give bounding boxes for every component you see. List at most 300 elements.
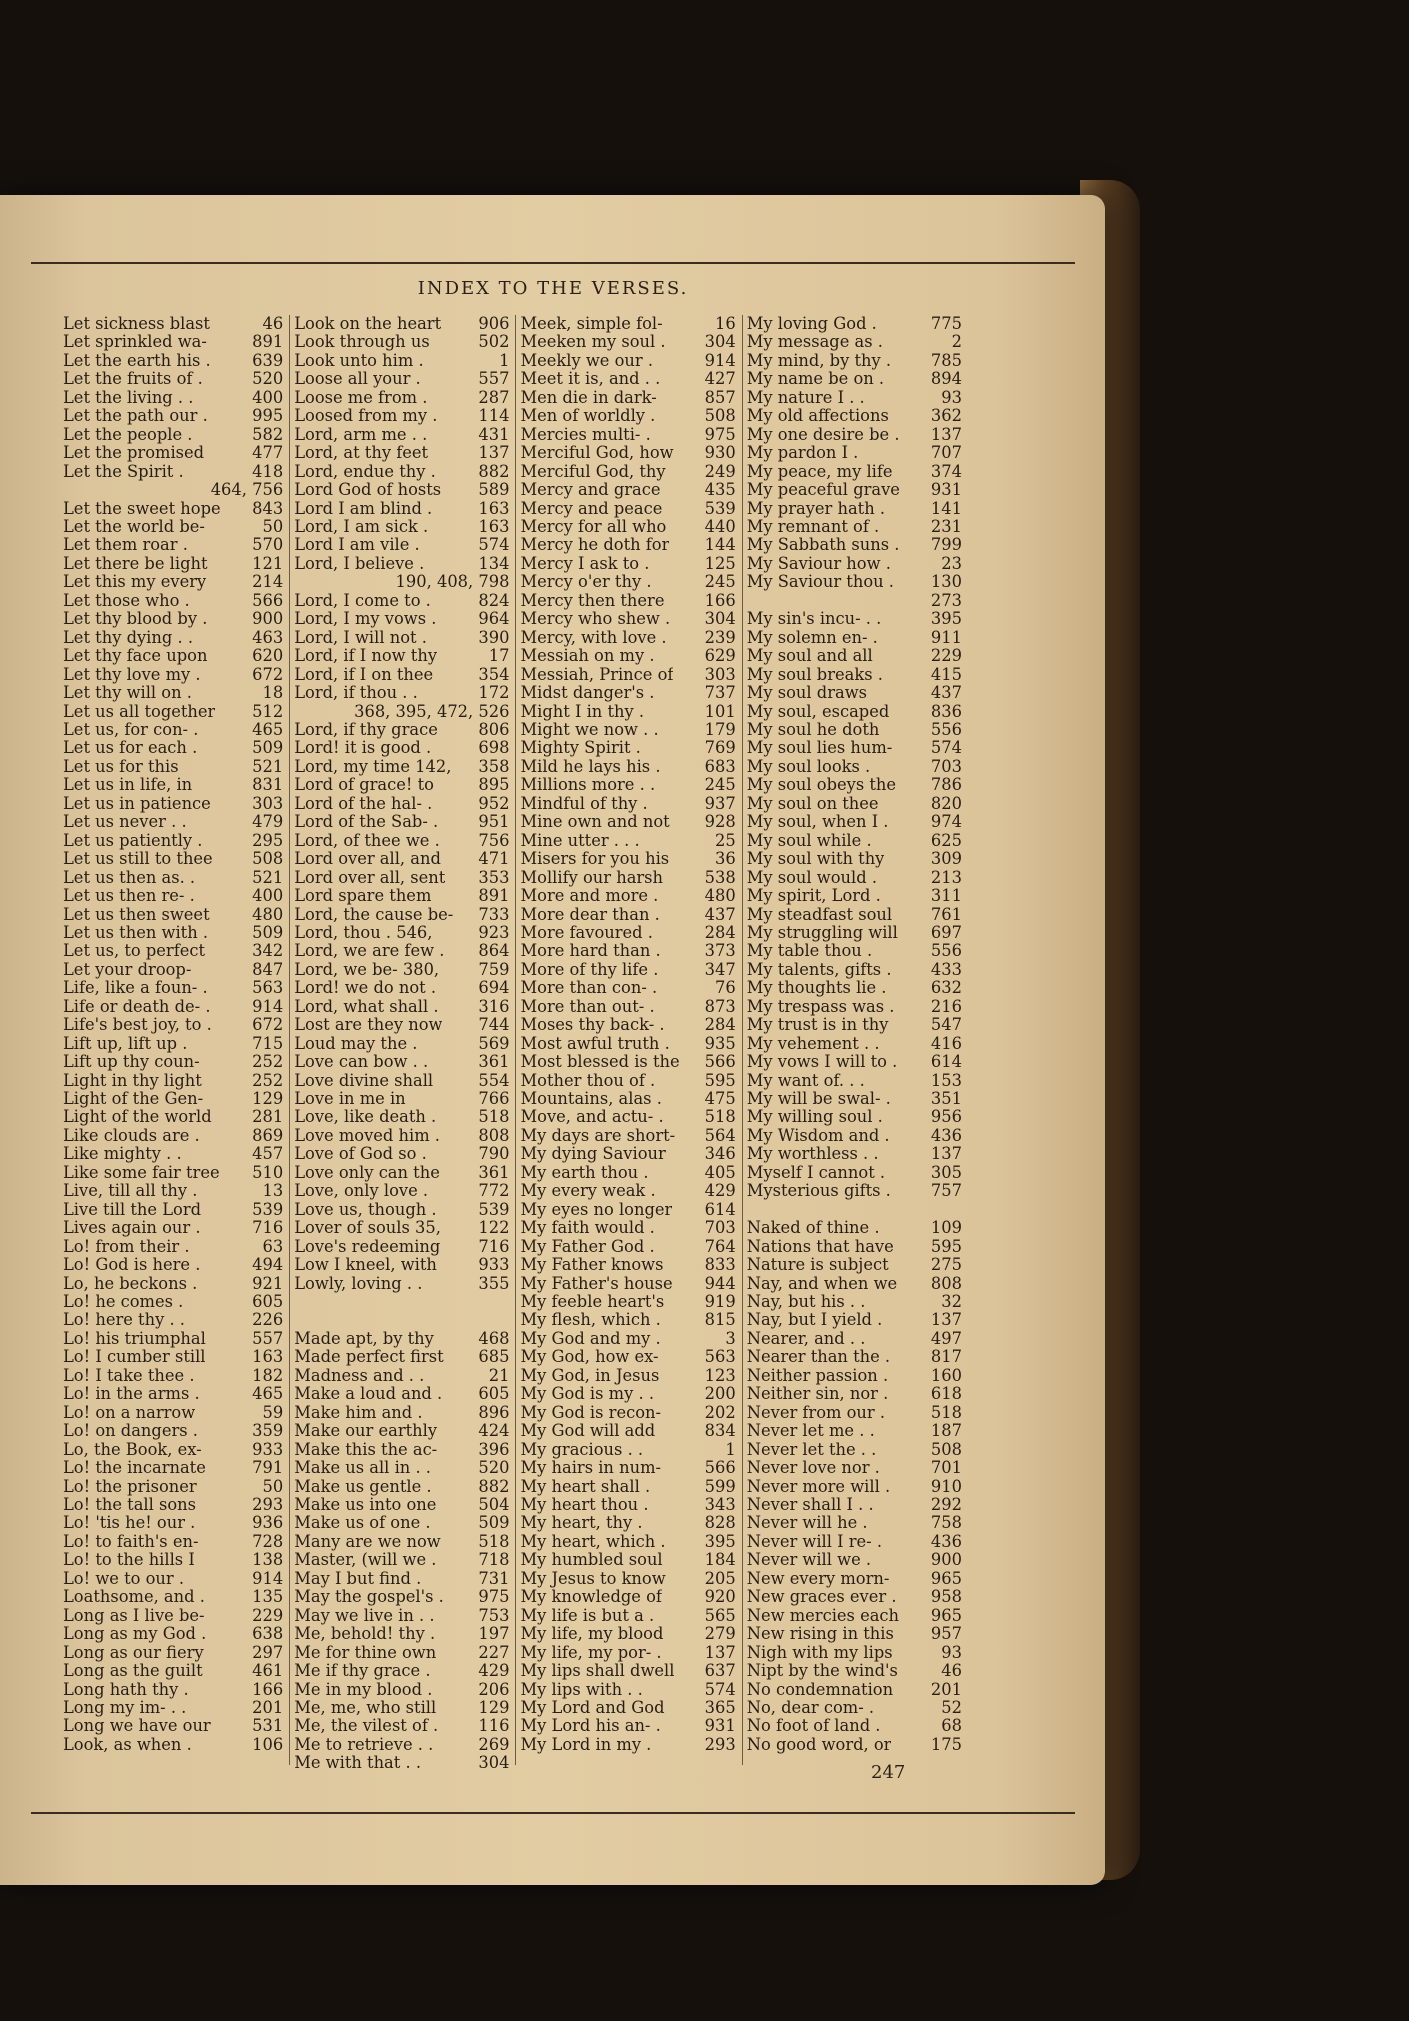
index-entry bbox=[294, 1053, 509, 1071]
index-entry-text: Lo! the incarnate bbox=[63, 1459, 206, 1478]
index-entry bbox=[63, 1367, 283, 1385]
index-entry-text: My God, how ex- bbox=[520, 1348, 659, 1367]
index-entry-text: Life or death de- . bbox=[63, 997, 211, 1016]
index-entry bbox=[747, 850, 962, 868]
index-entry bbox=[63, 869, 283, 887]
index-entry-number: 882 bbox=[478, 461, 510, 481]
index-entry bbox=[520, 573, 735, 591]
index-entry bbox=[63, 906, 283, 924]
index-entry-text: Look, as when . bbox=[63, 1735, 192, 1754]
index-entry-number: 187 bbox=[930, 1421, 962, 1441]
index-entry-text: Loud may the . bbox=[294, 1034, 418, 1053]
index-entry-text: My want of. . . bbox=[746, 1071, 865, 1090]
index-entry-text: Let the promised bbox=[63, 444, 205, 463]
index-entry-number: 547 bbox=[930, 1015, 962, 1035]
index-entry-text: Let us then with . bbox=[63, 923, 209, 942]
index-entry-text: Mother thou of . bbox=[520, 1071, 656, 1090]
index-entry-text: Let thy love my . bbox=[63, 665, 201, 684]
index-entry-number: 952 bbox=[478, 793, 510, 813]
index-entry bbox=[294, 555, 509, 573]
index-entry-text: Lord, at thy feet bbox=[294, 444, 429, 463]
index-entry-number: 891 bbox=[252, 332, 284, 352]
index-entry-text: Lord spare them bbox=[294, 887, 432, 906]
index-entry-number: 206 bbox=[478, 1679, 510, 1699]
index-entry-number: 205 bbox=[704, 1568, 736, 1588]
index-entry-text: Let us patiently . bbox=[63, 831, 203, 850]
index-entry bbox=[747, 942, 962, 960]
index-entry-number: 293 bbox=[252, 1495, 284, 1514]
index-entry-text: Lift up thy coun- bbox=[63, 1053, 200, 1072]
index-entry bbox=[520, 850, 735, 868]
index-entry-text: My life, my por- . bbox=[520, 1643, 662, 1662]
index-entry-number: 538 bbox=[704, 867, 736, 887]
index-entry bbox=[294, 1164, 509, 1182]
index-entry-text: Men of worldly . bbox=[520, 407, 656, 426]
index-entry-text: May the gospel's . bbox=[294, 1588, 444, 1607]
index-entry bbox=[294, 352, 509, 370]
index-entry-number: 637 bbox=[704, 1661, 736, 1681]
index-entry-text: My feeble heart's bbox=[520, 1293, 665, 1312]
index-entry bbox=[520, 592, 735, 610]
index-entry-number: 698 bbox=[478, 738, 510, 758]
index-entry-text: My life is but a . bbox=[520, 1606, 655, 1625]
index-entry-text: My flesh, which . bbox=[520, 1311, 661, 1330]
index-entry bbox=[747, 1164, 962, 1182]
index-entry-text: Never from our . bbox=[746, 1403, 886, 1422]
index-entry-text: Make us gentle . bbox=[294, 1477, 432, 1496]
index-entry bbox=[747, 1644, 962, 1662]
index-entry-number: 166 bbox=[252, 1679, 284, 1699]
index-entry bbox=[520, 739, 735, 757]
index-entry-text: My nature I . . bbox=[746, 388, 865, 407]
index-entry bbox=[520, 1533, 735, 1551]
index-entry bbox=[747, 776, 962, 794]
index-entry-text: Let them roar . bbox=[63, 536, 188, 555]
index-entry-text: Most blessed is the bbox=[520, 1053, 680, 1072]
index-entry-text: My earth thou . bbox=[520, 1163, 649, 1182]
index-entry-text: Let thy dying . . bbox=[63, 628, 194, 647]
index-entry-text: My table thou . bbox=[746, 942, 873, 961]
index-entry-text: Live, till all thy . bbox=[63, 1182, 198, 1201]
index-entry-number: 297 bbox=[252, 1642, 284, 1662]
index-entry bbox=[520, 887, 735, 905]
index-entry-number: 190, 408, 798 bbox=[395, 572, 510, 592]
index-entry-number: 343 bbox=[704, 1495, 736, 1514]
index-entry-number: 520 bbox=[478, 1458, 510, 1478]
index-entry-number: 531 bbox=[252, 1716, 284, 1736]
index-entry bbox=[520, 1182, 735, 1200]
index-entry-text: Meet it is, and . . bbox=[520, 370, 661, 389]
index-entry bbox=[520, 1570, 735, 1588]
index-entry-number: 518 bbox=[930, 1402, 962, 1422]
index-entry bbox=[294, 942, 509, 960]
index-entry-text: My gracious . . bbox=[520, 1440, 644, 1459]
index-entry-number: 304 bbox=[478, 1753, 510, 1773]
index-entry bbox=[294, 998, 509, 1016]
index-entry-number: 900 bbox=[930, 1550, 962, 1570]
index-entry-text: My lips with . . bbox=[520, 1680, 643, 1699]
index-entry-number: 785 bbox=[930, 350, 962, 370]
index-entry-number: 933 bbox=[252, 1439, 284, 1459]
index-entry bbox=[520, 1238, 735, 1256]
index-entry bbox=[63, 1644, 283, 1662]
index-entry-text: Make him and . bbox=[294, 1403, 423, 1422]
index-entry-text: My Saviour how . bbox=[746, 554, 891, 573]
index-entry bbox=[294, 1570, 509, 1588]
index-entry-number: 599 bbox=[704, 1476, 736, 1496]
index-entry-number: 163 bbox=[478, 498, 510, 518]
index-entry-text: More than out- . bbox=[520, 997, 655, 1016]
index-entry-text: New graces ever . bbox=[746, 1588, 897, 1607]
index-entry bbox=[520, 998, 735, 1016]
index-entry-text: Loosed from my . bbox=[294, 407, 438, 426]
index-entry bbox=[294, 795, 509, 813]
index-entry bbox=[63, 1422, 283, 1440]
index-entry-number: 279 bbox=[704, 1624, 736, 1644]
index-entry-number: 931 bbox=[704, 1716, 736, 1736]
index-entry bbox=[520, 1478, 735, 1496]
index-entry bbox=[520, 463, 735, 481]
index-entry bbox=[294, 1551, 509, 1569]
index-entry bbox=[520, 1201, 735, 1219]
index-entry-number: 197 bbox=[478, 1624, 510, 1644]
index-entry bbox=[294, 1016, 509, 1034]
index-entry bbox=[747, 1108, 962, 1126]
index-entry-text: Let us all together bbox=[63, 702, 216, 721]
index-entry bbox=[294, 1662, 509, 1680]
index-entry-text: My soul and all bbox=[746, 647, 873, 666]
index-entry bbox=[520, 1551, 735, 1569]
index-entry-number: 563 bbox=[704, 1347, 736, 1367]
index-entry-number: 672 bbox=[252, 1015, 284, 1035]
index-entry-number: 790 bbox=[478, 1144, 510, 1164]
index-entry-number: 882 bbox=[478, 1476, 510, 1496]
index-entry-number: 172 bbox=[478, 683, 510, 703]
index-entry-text: Love us, though . bbox=[294, 1200, 437, 1219]
index-entry-text: Lord, if I now thy bbox=[294, 647, 438, 666]
index-entry-text: My soul obeys the bbox=[746, 776, 897, 795]
index-entry bbox=[520, 555, 735, 573]
index-entry bbox=[747, 1514, 962, 1532]
index-entry-text: Lo, the Book, ex- bbox=[63, 1440, 202, 1459]
index-entry-number: 683 bbox=[704, 756, 736, 776]
index-entry-number: 109 bbox=[930, 1218, 962, 1238]
index-entry-number: 76 bbox=[715, 978, 736, 998]
index-entry-number: 697 bbox=[930, 922, 962, 942]
index-entry-text: Low I kneel, with bbox=[294, 1256, 437, 1275]
index-entry bbox=[747, 463, 962, 481]
index-entry-text: Mercy he doth for bbox=[520, 536, 670, 555]
index-entry-text: Nay, but I yield . bbox=[746, 1311, 883, 1330]
index-entry bbox=[294, 1367, 509, 1385]
index-entry-text: Lo! we to our . bbox=[63, 1569, 185, 1588]
index-entry-number: 539 bbox=[252, 1199, 284, 1219]
index-entry bbox=[294, 850, 509, 868]
index-entry-text: Meek, simple fol- bbox=[520, 315, 663, 333]
index-entry bbox=[520, 721, 735, 739]
index-entry-text: Me in my blood . bbox=[294, 1680, 433, 1699]
index-entry-text: Lord, what shall . bbox=[294, 997, 439, 1016]
index-entry-text: Lord I am blind . bbox=[294, 499, 433, 518]
index-entry-text: My Saviour thou . bbox=[746, 573, 894, 592]
index-entry bbox=[294, 315, 509, 333]
index-entry bbox=[520, 1145, 735, 1163]
index-entry bbox=[63, 370, 283, 388]
index-entry-text: My God and my . bbox=[520, 1329, 661, 1348]
index-entry bbox=[63, 1699, 283, 1717]
index-entry-text: New rising in this bbox=[746, 1625, 894, 1644]
index-entry-text: Me with that . . bbox=[294, 1754, 422, 1773]
index-entry-text: Men die in dark- bbox=[520, 388, 657, 407]
index-entry bbox=[747, 1404, 962, 1422]
index-entry bbox=[520, 536, 735, 554]
index-entry bbox=[747, 1330, 962, 1348]
index-entry-number: 831 bbox=[252, 775, 284, 795]
index-entry-text: My dying Saviour bbox=[520, 1145, 666, 1164]
index-entry bbox=[520, 684, 735, 702]
index-entry-text: My old affections bbox=[746, 407, 889, 426]
index-entry-number: 965 bbox=[930, 1605, 962, 1625]
index-entry-number: 520 bbox=[252, 369, 284, 389]
index-entry-text: Merciful God, thy bbox=[520, 462, 666, 481]
index-entry-number: 554 bbox=[478, 1070, 510, 1090]
index-entry-text: My heart, thy . bbox=[520, 1514, 643, 1533]
index-entry bbox=[747, 1625, 962, 1643]
index-entry-text: Let the world be- bbox=[63, 517, 205, 536]
index-entry-text: Let us never . . bbox=[63, 813, 187, 832]
index-entry-text: My soul draws bbox=[746, 684, 868, 703]
index-entry-text: Mercy and grace bbox=[520, 481, 661, 500]
index-entry bbox=[63, 1053, 283, 1071]
index-entry-number: 618 bbox=[930, 1384, 962, 1404]
index-entry-number: 731 bbox=[478, 1568, 510, 1588]
index-entry bbox=[747, 758, 962, 776]
index-entry-text: Let us then re- . bbox=[63, 887, 195, 906]
index-entry-number: 791 bbox=[252, 1458, 284, 1478]
index-entry-number: 395 bbox=[704, 1531, 736, 1551]
index-entry-text: Long as I live be- bbox=[63, 1606, 205, 1625]
index-entry bbox=[747, 370, 962, 388]
index-entry-text: Let us for each . bbox=[63, 739, 198, 758]
index-entry bbox=[520, 1108, 735, 1126]
index-entry-text: Might I in thy . bbox=[520, 702, 645, 721]
index-entry-number: 461 bbox=[252, 1661, 284, 1681]
index-entry bbox=[294, 1127, 509, 1145]
index-entry bbox=[520, 1681, 735, 1699]
index-entry-text: My Lord his an- . bbox=[520, 1717, 661, 1736]
index-entry bbox=[747, 407, 962, 425]
index-entry-text: My faith would . bbox=[520, 1219, 655, 1238]
index-entry bbox=[520, 758, 735, 776]
index-entry-number: 292 bbox=[930, 1495, 962, 1514]
index-entry bbox=[747, 426, 962, 444]
index-entry bbox=[520, 389, 735, 407]
index-entry-number: 281 bbox=[252, 1107, 284, 1127]
index-entry bbox=[63, 1016, 283, 1034]
index-entry-number: 895 bbox=[478, 775, 510, 795]
index-entry bbox=[747, 998, 962, 1016]
index-entry-number: 354 bbox=[478, 664, 510, 684]
index-entry-text: Light in thy light bbox=[63, 1071, 202, 1090]
index-entry bbox=[294, 1145, 509, 1163]
index-entry-text: Madness and . . bbox=[294, 1366, 425, 1385]
index-entry-number: 137 bbox=[930, 1144, 962, 1164]
index-entry bbox=[747, 1422, 962, 1440]
index-entry-text: Never more will . bbox=[746, 1477, 891, 1496]
index-entry-number: 565 bbox=[704, 1605, 736, 1625]
index-entry bbox=[63, 813, 283, 831]
index-entry bbox=[747, 1570, 962, 1588]
index-entry bbox=[520, 1607, 735, 1625]
index-entry bbox=[63, 850, 283, 868]
page-header: INDEX TO THE VERSES. bbox=[417, 278, 689, 299]
index-entry-text: Mercy o'er thy . bbox=[520, 573, 652, 592]
index-entry-number: 17 bbox=[488, 646, 510, 666]
index-entry bbox=[63, 1533, 283, 1551]
index-entry bbox=[747, 1681, 962, 1699]
index-entry-text: My Lord and God bbox=[520, 1698, 665, 1717]
index-entry bbox=[747, 1662, 962, 1680]
index-entry-number: 226 bbox=[252, 1310, 284, 1330]
index-entry-number: 129 bbox=[478, 1697, 510, 1717]
index-entry bbox=[63, 1127, 283, 1145]
index-entry-text: My one desire be . bbox=[746, 425, 900, 444]
index-entry-number: 873 bbox=[704, 996, 736, 1016]
index-entry bbox=[747, 500, 962, 518]
index-entry-text: Lo! I cumber still bbox=[63, 1348, 206, 1367]
index-entry-text: Myself I cannot . bbox=[746, 1163, 886, 1182]
index-entry bbox=[63, 1108, 283, 1126]
index-entry-number: 457 bbox=[252, 1144, 284, 1164]
index-entry bbox=[747, 666, 962, 684]
index-entry-text: Merciful God, how bbox=[520, 444, 674, 463]
index-entry-number: 311 bbox=[930, 886, 962, 906]
index-entry-text: My days are short- bbox=[520, 1126, 676, 1145]
index-entry-number: 564 bbox=[704, 1125, 736, 1145]
index-entry-number: 400 bbox=[252, 387, 284, 407]
index-entry-text: Let the path our . bbox=[63, 407, 208, 426]
index-entry bbox=[63, 942, 283, 960]
index-entry bbox=[63, 887, 283, 905]
index-entry-number: 463 bbox=[252, 627, 284, 647]
index-entry bbox=[294, 518, 509, 536]
index-entry-number: 757 bbox=[930, 1181, 962, 1201]
index-entry-number: 521 bbox=[252, 867, 284, 887]
index-entry bbox=[63, 1219, 283, 1237]
index-entry bbox=[294, 1644, 509, 1662]
index-entry-text: My spirit, Lord . bbox=[746, 887, 881, 906]
index-entry bbox=[63, 1459, 283, 1477]
index-entry-number: 16 bbox=[715, 314, 736, 333]
index-entry-text: Mountains, alas . bbox=[520, 1090, 662, 1109]
index-entry bbox=[747, 573, 962, 591]
index-entry bbox=[63, 1478, 283, 1496]
index-entry bbox=[520, 481, 735, 499]
index-entry-text: Like clouds are . bbox=[63, 1126, 200, 1145]
index-entry-number: 914 bbox=[704, 350, 736, 370]
index-entry bbox=[520, 1662, 735, 1680]
index-entry-number: 229 bbox=[930, 646, 962, 666]
index-entry-number: 685 bbox=[478, 1347, 510, 1367]
index-entry-number: 214 bbox=[252, 572, 284, 592]
index-entry-number: 121 bbox=[252, 553, 284, 573]
index-entry bbox=[63, 721, 283, 739]
index-entry-text: Lord, I my vows . bbox=[294, 610, 437, 629]
index-entry-text: My heart thou . bbox=[520, 1496, 649, 1514]
index-entry bbox=[747, 536, 962, 554]
index-entry-number: 557 bbox=[252, 1328, 284, 1348]
index-entry bbox=[294, 1736, 509, 1754]
index-entry-number: 32 bbox=[941, 1292, 962, 1312]
index-entry-number: 305 bbox=[930, 1162, 962, 1182]
index-entry-text: Nay, and when we bbox=[746, 1274, 898, 1293]
index-entry bbox=[63, 1607, 283, 1625]
index-entry-text: Never let me . . bbox=[746, 1422, 875, 1441]
index-entry bbox=[520, 1016, 735, 1034]
index-entry-number: 25 bbox=[715, 830, 736, 850]
index-entry-number: 229 bbox=[252, 1605, 284, 1625]
index-entry-text: Let us, for con- . bbox=[63, 720, 199, 739]
index-entry bbox=[294, 536, 509, 554]
index-entry-number: 563 bbox=[252, 978, 284, 998]
index-entry-number: 346 bbox=[704, 1144, 736, 1164]
index-entry-number: 965 bbox=[930, 1568, 962, 1588]
index-entry bbox=[63, 352, 283, 370]
index-entry-number: 937 bbox=[704, 793, 736, 813]
index-entry-text: Light of the Gen- bbox=[63, 1090, 204, 1109]
index-entry bbox=[747, 1717, 962, 1735]
index-entry-number: 556 bbox=[930, 941, 962, 961]
index-entry-number: 427 bbox=[704, 369, 736, 389]
index-entry-number: 836 bbox=[930, 701, 962, 721]
index-entry-text: Never shall I . . bbox=[746, 1496, 874, 1514]
index-entry-number: 556 bbox=[930, 719, 962, 739]
index-entry-text: Mercy who shew . bbox=[520, 610, 671, 629]
index-entry bbox=[63, 315, 283, 333]
index-entry-text: My soul on thee bbox=[746, 794, 879, 813]
index-entry-text: My willing soul . bbox=[746, 1108, 883, 1127]
index-entry-text: Love only can the bbox=[294, 1163, 440, 1182]
index-entry-number: 465 bbox=[252, 1384, 284, 1404]
index-entry-number: 906 bbox=[478, 314, 510, 333]
index-entry-number: 718 bbox=[478, 1550, 510, 1570]
index-entry-number: 857 bbox=[704, 387, 736, 407]
index-entry-number: 479 bbox=[252, 812, 284, 832]
index-entry bbox=[294, 647, 509, 665]
index-entry-number: 566 bbox=[704, 1052, 736, 1072]
index-entry-number: 808 bbox=[478, 1125, 510, 1145]
index-entry-text: Let the people . bbox=[63, 425, 193, 444]
index-entry bbox=[520, 1588, 735, 1606]
index-entry-text: My God is my . . bbox=[520, 1385, 654, 1404]
index-entry-number: 707 bbox=[930, 443, 962, 463]
index-entry-number: 896 bbox=[478, 1402, 510, 1422]
index-entry-number: 362 bbox=[930, 406, 962, 426]
index-entry-number: 475 bbox=[704, 1089, 736, 1109]
index-entry-text: No foot of land . bbox=[746, 1717, 881, 1736]
index-entry bbox=[63, 1551, 283, 1569]
index-entry-text: My Jesus to know bbox=[520, 1569, 666, 1588]
index-entry-number: 910 bbox=[930, 1476, 962, 1496]
index-entry-text: Lord, thou . 546, bbox=[294, 923, 433, 942]
index-entry bbox=[747, 961, 962, 979]
index-entry bbox=[63, 1145, 283, 1163]
index-entry bbox=[63, 481, 283, 499]
index-entry-text: Mercy, with love . bbox=[520, 628, 667, 647]
index-entry bbox=[747, 795, 962, 813]
index-entry-number: 304 bbox=[704, 332, 736, 352]
index-entry-number: 400 bbox=[252, 886, 284, 906]
